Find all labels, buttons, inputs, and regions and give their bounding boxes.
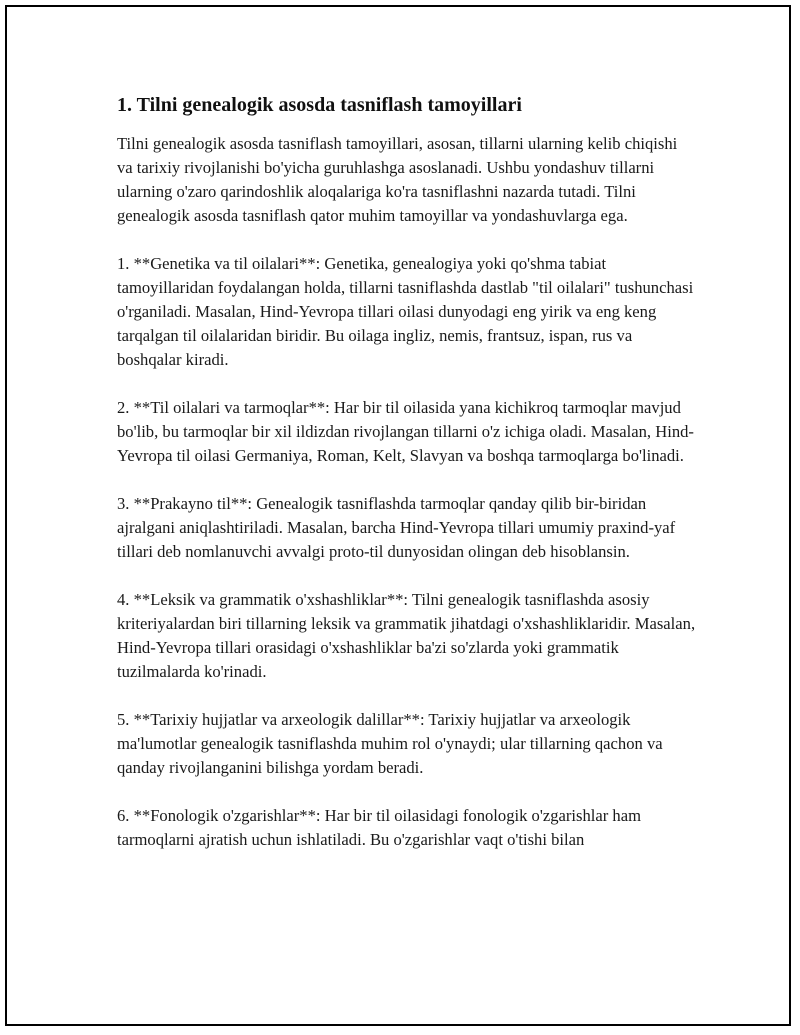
paragraph-historical-evidence: 5. **Tarixiy hujjatlar va arxeologik dalillar**: Tarixiy hujjatlar va arxeologik ma'lumotlar genealogik tasniflashda muhim rol o'ynaydi; ular tillarning qachon va qanday rivojlanganini bilishga yordam beradi. (117, 710, 663, 777)
paragraph-genetics: 1. **Genetika va til oilalari**: Genetika, genealogiya yoki qo'shma tabiat tamoyillaridan foydalangan holda, tillarni tasniflashda dastlab "til oilalari" tushunchasi o'rganiladi. Masalan, Hind-Yevropa tillari oilasi dunyodagi eng yirik va eng keng tarqalgan til oilalaridan biridir. Bu oilaga ingliz, nemis, frantsuz, ispan, rus va boshqalar kiradi. (117, 254, 694, 369)
document-body (117, 92, 697, 876)
paragraph-proto-language: 3. **Prakayno til**: Genealogik tasniflashda tarmoqlar qanday qilib bir-biridan ajralgani aniqlashtiriladi. Masalan, barcha Hind-Yevropa tillari umumiy praxind-yaf tillari deb nomlanuvchi avvalgi proto-til dunyosidan olingan deb hisoblansin. (117, 494, 676, 561)
paragraph-phonology: 6. **Fonologik o'zgarishlar**: Har bir til oilasidagi fonologik o'zgarishlar ham tarmoqlarni ajratish uchun ishlatiladi. Bu o'zgarishlar vaqt o'tishi bilan (117, 806, 641, 849)
document-title: 1. Tilni genealogik asosda tasniflash tamoyillari (117, 94, 522, 116)
paragraph-branches: 2. **Til oilalari va tarmoqlar**: Har bir til oilasida yana kichikroq tarmoqlar mavjud bo'lib, bu tarmoqlar bir xil ildizdan rivojlangan tillarni o'z ichiga oladi. Masalan, Hind-Yevropa til oilasi Germaniya, Roman, Kelt, Slavyan va boshqa tarmoqlarga bo'linadi. (117, 398, 694, 465)
intro-paragraph: Tilni genealogik asosda tasniflash tamoyillari, asosan, tillarni ularning kelib chiqishi va tarixiy rivojlanishi bo'yicha guruhlashga asoslanadi. Ushbu yondashuv tillarni ularning o'zaro qarindoshlik aloqalariga ko'ra tasniflashni nazarda tutadi. Tilni genealogik asosda tasniflash qator muhim tamoyillar va yondashuvlarga ega. (117, 134, 678, 225)
paragraph-similarities: 4. **Leksik va grammatik o'xshashliklar**: Tilni genealogik tasniflashda asosiy kriteriyalardan biri tillarning leksik va grammatik jihatdagi o'xshashliklaridir. Masalan, Hind-Yevropa tillari orasidagi o'xshashliklar ba'zi so'zlarda yoki grammatik tuzilmalarda ko'rinadi. (117, 590, 696, 681)
